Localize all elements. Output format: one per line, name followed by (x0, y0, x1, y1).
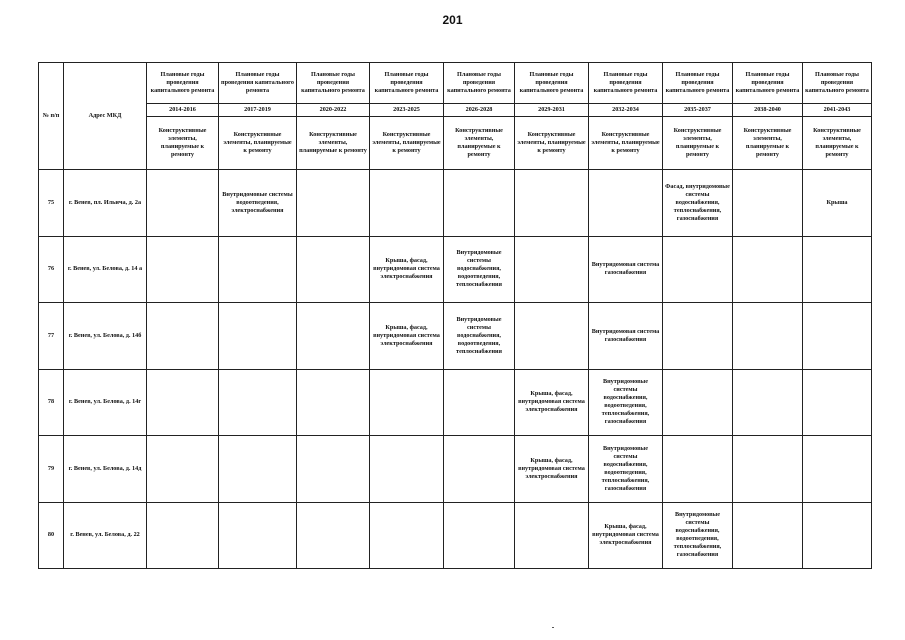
repair-elements-cell (733, 502, 803, 569)
elements-header: Конструктивные элементы, планируемые к ремонту (219, 117, 297, 170)
period-header: 2023-2025 (370, 104, 444, 117)
table-row (39, 436, 872, 503)
repair-elements-cell (370, 170, 444, 237)
table-body (39, 170, 872, 569)
repair-elements-cell: Внутридомовые системы водоотведения, электроснабжения (219, 170, 297, 237)
table-header (39, 63, 872, 170)
page-number: 201 (442, 13, 463, 27)
plan-years-header: Плановые годы проведения капитального ремонта (219, 63, 297, 104)
repair-elements-cell (663, 303, 733, 370)
repair-elements-cell: Внутридомовые системы водоснабжения, водоотведения, теплоснабжения, газоснабжения (663, 502, 733, 569)
repair-elements-cell (147, 236, 219, 303)
building-address: г. Венев, ул. Белова, д. 14д (64, 436, 147, 503)
repair-elements-cell (733, 303, 803, 370)
elements-header: Конструктивные элементы, планируемые к ремонту (370, 117, 444, 170)
repair-elements-cell (803, 436, 872, 503)
period-header: 2026-2028 (444, 104, 515, 117)
repair-elements-cell (515, 170, 589, 237)
building-address: г. Венев, ул. Белова, д. 22 (64, 502, 147, 569)
repair-elements-cell (733, 170, 803, 237)
plan-years-header: Плановые годы проведения капитального ремонта (444, 63, 515, 104)
period-header: 2035-2037 (663, 104, 733, 117)
repair-elements-cell: Крыша (803, 170, 872, 237)
repair-elements-cell (733, 436, 803, 503)
repair-elements-cell: Крыша, фасад, внутридомовая система электроснабжения (370, 303, 444, 370)
table-row (39, 170, 872, 237)
repair-elements-cell: Крыша, фасад, внутридомовая система электроснабжения (370, 236, 444, 303)
elements-header: Конструктивные элементы, планируемые к ремонту (733, 117, 803, 170)
period-header: 2038-2040 (733, 104, 803, 117)
repair-elements-cell (370, 369, 444, 436)
repair-elements-cell (444, 369, 515, 436)
repair-elements-cell (219, 369, 297, 436)
elements-header: Конструктивные элементы, планируемые к ремонту (297, 117, 370, 170)
repair-elements-cell (733, 369, 803, 436)
repair-elements-cell (444, 170, 515, 237)
repair-elements-cell (663, 236, 733, 303)
repair-elements-cell: Внутридомовые системы водоснабжения, водоотведения, теплоснабжения, газоснабжения (589, 369, 663, 436)
plan-years-header: Плановые годы проведения капитального ремонта (147, 63, 219, 104)
repair-elements-cell (297, 170, 370, 237)
repair-elements-cell: Фасад, внутридомовые системы водоснабжения, теплоснабжения, газоснабжения (663, 170, 733, 237)
repair-elements-cell: Крыша, фасад, внутридомовая система электроснабжения (515, 369, 589, 436)
repair-elements-cell (663, 436, 733, 503)
plan-years-header: Плановые годы проведения капитального ремонта (515, 63, 589, 104)
period-header: 2032-2034 (589, 104, 663, 117)
plan-years-header: Плановые годы проведения капитального ремонта (297, 63, 370, 104)
repair-elements-cell (297, 436, 370, 503)
repair-elements-cell (297, 369, 370, 436)
table-row (39, 236, 872, 303)
table-row (39, 369, 872, 436)
row-number: 75 (39, 170, 64, 237)
repair-elements-cell (515, 236, 589, 303)
repair-elements-cell (444, 436, 515, 503)
plan-years-header: Плановые годы проведения капитального ремонта (589, 63, 663, 104)
repair-elements-cell (147, 170, 219, 237)
address-column-header: Адрес МКД (64, 63, 147, 170)
repair-elements-cell (663, 369, 733, 436)
repair-elements-cell (370, 502, 444, 569)
elements-header: Конструктивные элементы, планируемые к ремонту (803, 117, 872, 170)
repair-elements-cell (147, 502, 219, 569)
repair-elements-cell (147, 303, 219, 370)
repair-elements-cell (219, 236, 297, 303)
num-column-header: № п/п (39, 63, 64, 170)
repair-elements-cell (803, 303, 872, 370)
row-number: 80 (39, 502, 64, 569)
repair-elements-cell: Внутридомовая система газоснабжения (589, 303, 663, 370)
repair-elements-cell (297, 236, 370, 303)
repair-elements-cell (147, 436, 219, 503)
repair-elements-cell (803, 369, 872, 436)
plan-years-header: Плановые годы проведения капитального ремонта (370, 63, 444, 104)
building-address: г. Венев, ул. Белова, д. 14 а (64, 236, 147, 303)
repair-elements-cell (297, 502, 370, 569)
repair-elements-cell (515, 502, 589, 569)
row-number: 76 (39, 236, 64, 303)
elements-header: Конструктивные элементы, планируемые к ремонту (663, 117, 733, 170)
building-address: г. Венев, пл. Ильича, д. 2а (64, 170, 147, 237)
repair-elements-cell: Крыша, фасад, внутридомовая система электроснабжения (589, 502, 663, 569)
repair-elements-cell (803, 236, 872, 303)
elements-header: Конструктивные элементы, планируемые к ремонту (589, 117, 663, 170)
table-row (39, 502, 872, 569)
row-number: 79 (39, 436, 64, 503)
repair-elements-cell (297, 303, 370, 370)
period-header: 2017-2019 (219, 104, 297, 117)
repair-elements-cell: Внутридомовая система газоснабжения (589, 236, 663, 303)
period-header: 2029-2031 (515, 104, 589, 117)
repair-elements-cell (370, 436, 444, 503)
repair-elements-cell: Внутридомовые системы водоснабжения, водоотведения, теплоснабжения (444, 236, 515, 303)
period-header: 2014-2016 (147, 104, 219, 117)
building-address: г. Венев, ул. Белова, д. 14б (64, 303, 147, 370)
repair-elements-cell (803, 502, 872, 569)
repair-elements-cell (219, 502, 297, 569)
elements-header: Конструктивные элементы, планируемые к ремонту (147, 117, 219, 170)
repair-elements-cell (219, 303, 297, 370)
period-header: 2020-2022 (297, 104, 370, 117)
repair-elements-cell (219, 436, 297, 503)
repair-elements-cell (733, 236, 803, 303)
elements-header: Конструктивные элементы, планируемые к ремонту (515, 117, 589, 170)
capital-repair-plan-table (38, 62, 872, 569)
elements-header: Конструктивные элементы, планируемые к ремонту (444, 117, 515, 170)
repair-elements-cell: Крыша, фасад, внутридомовая система электроснабжения (515, 436, 589, 503)
building-address: г. Венев, ул. Белова, д. 14г (64, 369, 147, 436)
repair-elements-cell: Внутридомовые системы водоснабжения, водоотведения, теплоснабжения (444, 303, 515, 370)
row-number: 78 (39, 369, 64, 436)
row-number: 77 (39, 303, 64, 370)
repair-elements-cell (515, 303, 589, 370)
repair-elements-cell: Внутридомовые системы водоснабжения, водоотведения, теплоснабжения, газоснабжения (589, 436, 663, 503)
period-header: 2041-2043 (803, 104, 872, 117)
repair-elements-cell (589, 170, 663, 237)
plan-years-header: Плановые годы проведения капитального ремонта (663, 63, 733, 104)
plan-years-header: Плановые годы проведения капитального ремонта (733, 63, 803, 104)
stray-mark (552, 627, 554, 628)
plan-years-header: Плановые годы проведения капитального ремонта (803, 63, 872, 104)
table-row (39, 303, 872, 370)
repair-elements-cell (444, 502, 515, 569)
repair-elements-cell (147, 369, 219, 436)
